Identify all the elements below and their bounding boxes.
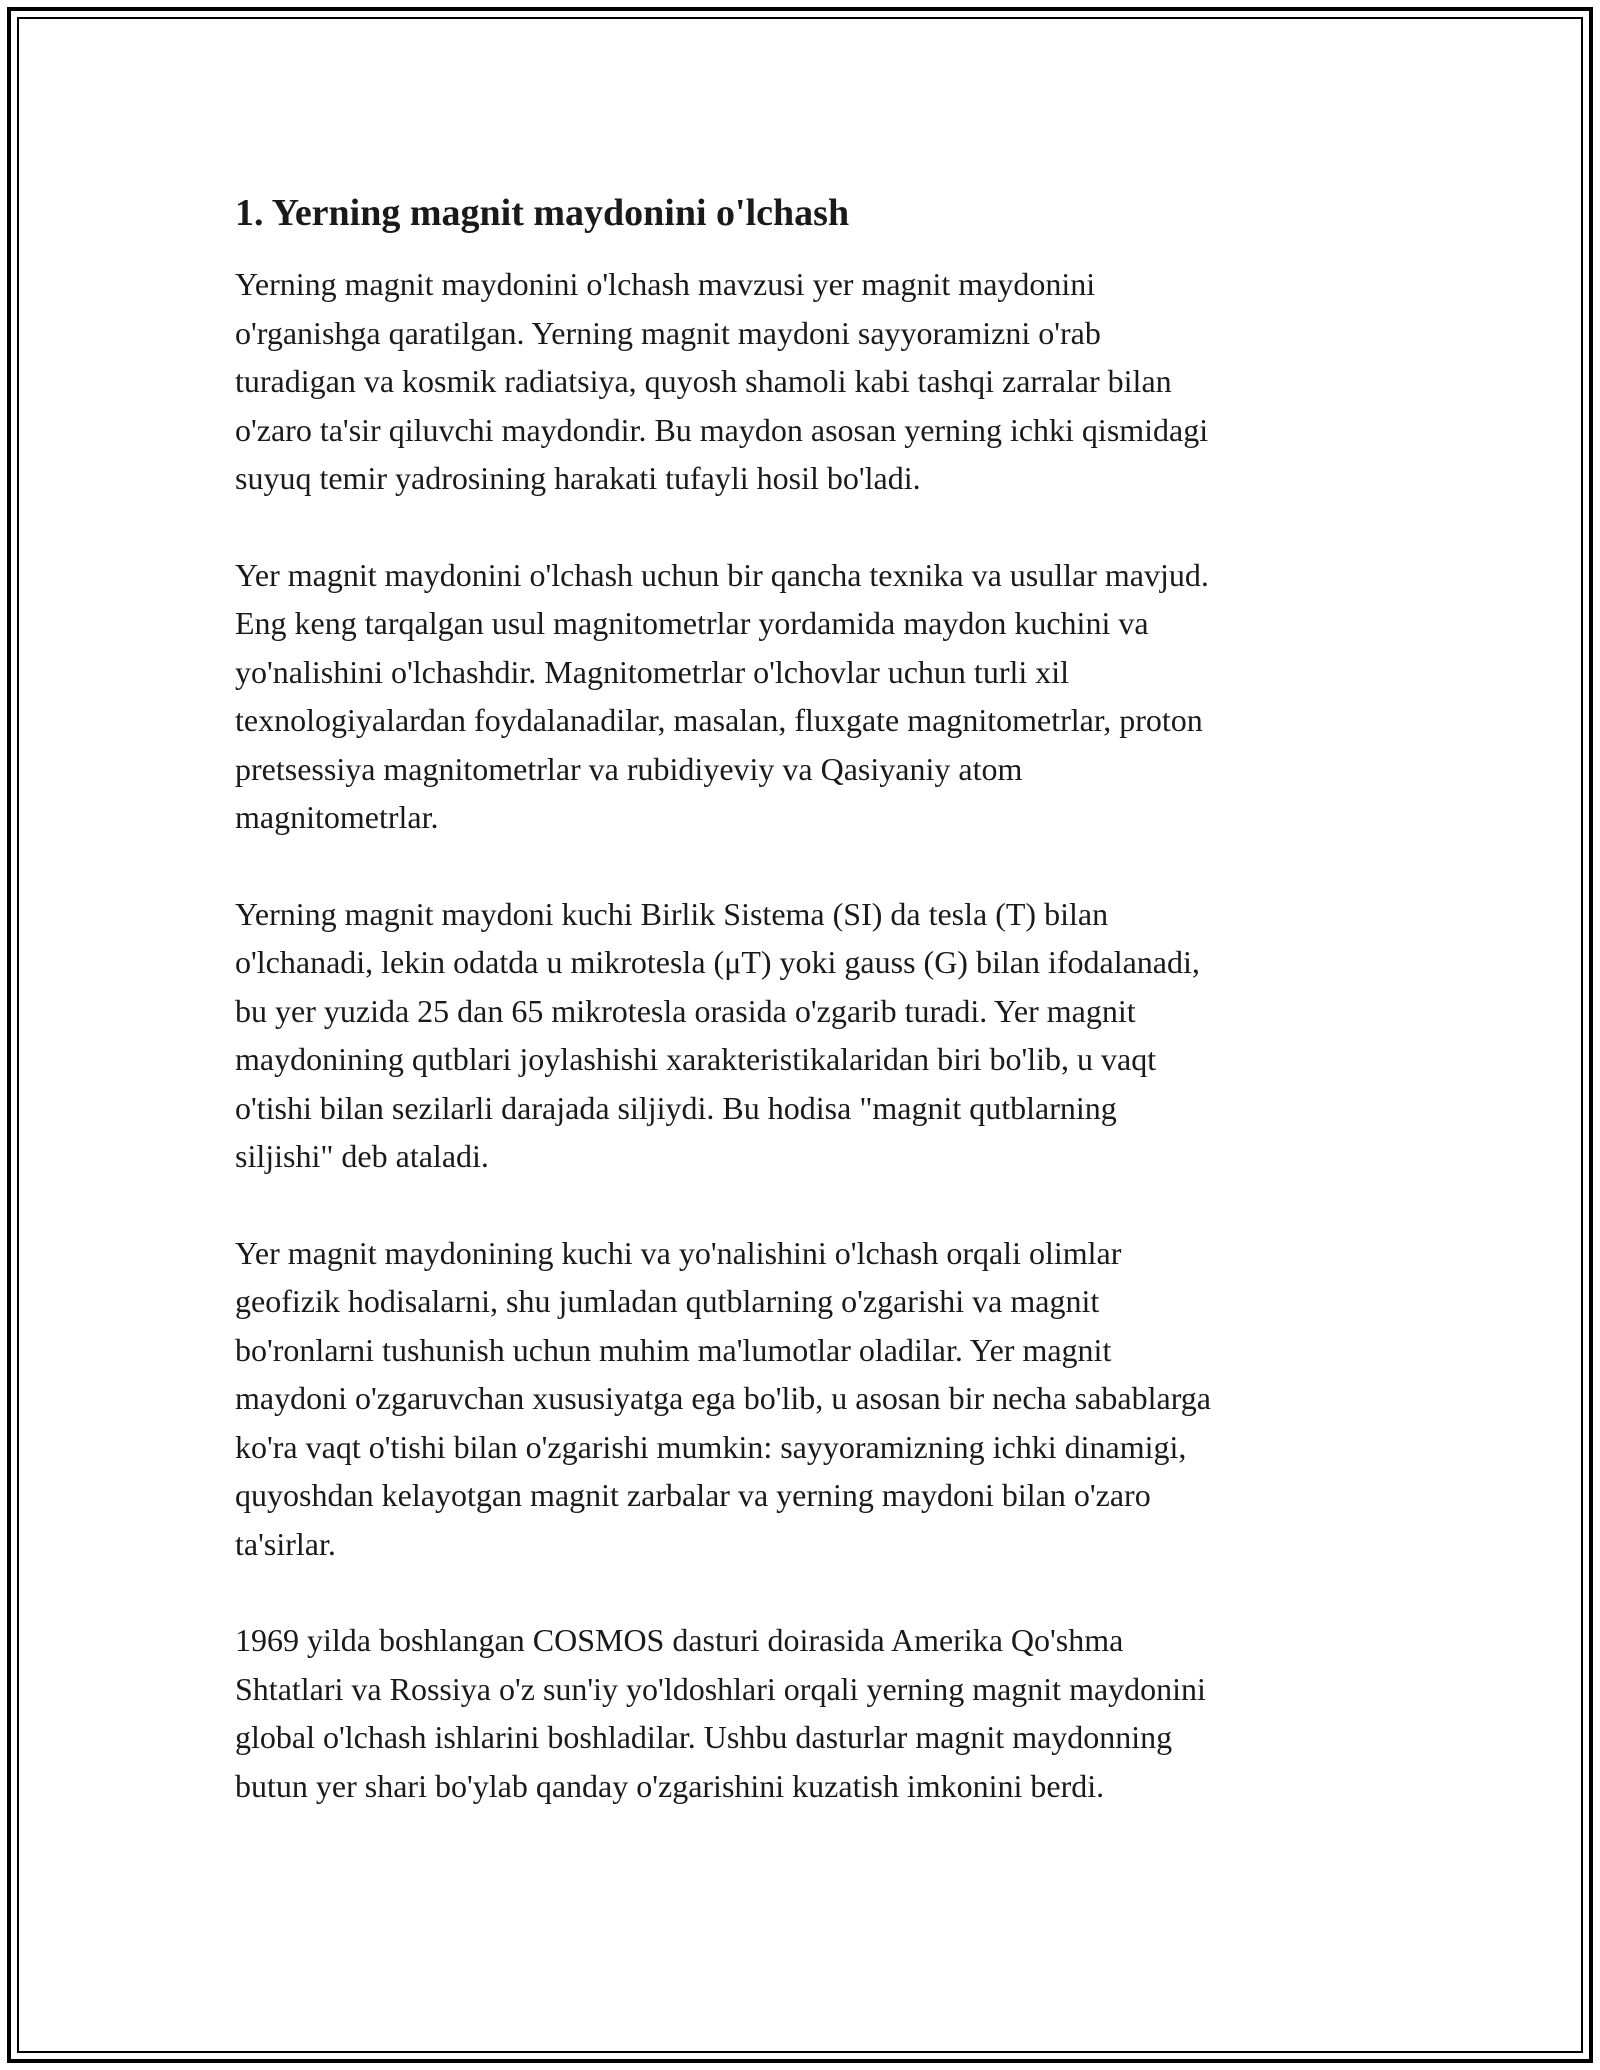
paragraph-1: Yerning magnit maydonini o'lchash mavzusi yer magnit maydonini o'rganishga qaratilgan. Yerning magnit maydoni sayyoramizni o'rab turadigan va kosmik radiatsiya, quyosh shamoli kabi tashqi zarralar bilan o'zaro ta'sir qiluvchi maydondir. Bu maydon asosan yerning ichki qismidagi suyuq temir yadrosining harakati tufayli hosil bo'ladi. [235,266,1209,496]
paragraph-4: Yer magnit maydonining kuchi va yo'nalishini o'lchash orqali olimlar geofizik hodisalarni, shu jumladan qutblarning o'zgarishi va magnit bo'ronlarni tushunish uchun muhim ma'lumotlar oladilar. Yer magnit maydoni o'zgaruvchan xususiyatga ega bo'lib, u asosan bir necha sabablarga ko'ra vaqt o'tishi bilan o'zgarishi mumkin: sayyoramizning ichki dinamigi, quyoshdan kelayotgan magnit zarbalar va yerning maydoni bilan o'zaro ta'sirlar. [235,1234,1211,1562]
document-body [235,186,1375,1858]
document-title: 1. Yerning magnit maydonini o'lchash [235,192,850,234]
paragraph-3: Yerning magnit maydoni kuchi Birlik Sistema (SI) da tesla (T) bilan o'lchanadi, lekin odatda u mikrotesla (μT) yoki gauss (G) bilan ifodalanadi, bu yer yuzida 25 dan 65 mikrotesla orasida o'zgarib turadi. Yer magnit maydonining qutblari joylashishi xarakteristikalaridan biri bo'lib, u vaqt o'tishi bilan sezilarli darajada siljiydi. Bu hodisa "magnit qutblarning siljishi" deb ataladi. [235,895,1200,1174]
paragraph-2: Yer magnit maydonini o'lchash uchun bir qancha texnika va usullar mavjud. Eng keng tarqalgan usul magnitometrlar yordamida maydon kuchini va yo'nalishini o'lchashdir. Magnitometrlar o'lchovlar uchun turli xil texnologiyalardan foydalanadilar, masalan, fluxgate magnitometrlar, proton pretsessiya magnitometrlar va rubidiyeviy va Qasiyaniy atom magnitometrlar. [235,556,1209,835]
paragraph-5: 1969 yilda boshlangan COSMOS dasturi doirasida Amerika Qo'shma Shtatlari va Rossiya o'z sun'iy yo'ldoshlari orqali yerning magnit maydonini global o'lchash ishlarini boshladilar. Ushbu dasturlar magnit maydonning butun yer shari bo'ylab qanday o'zgarishini kuzatish imkonini berdi. [235,1622,1206,1804]
